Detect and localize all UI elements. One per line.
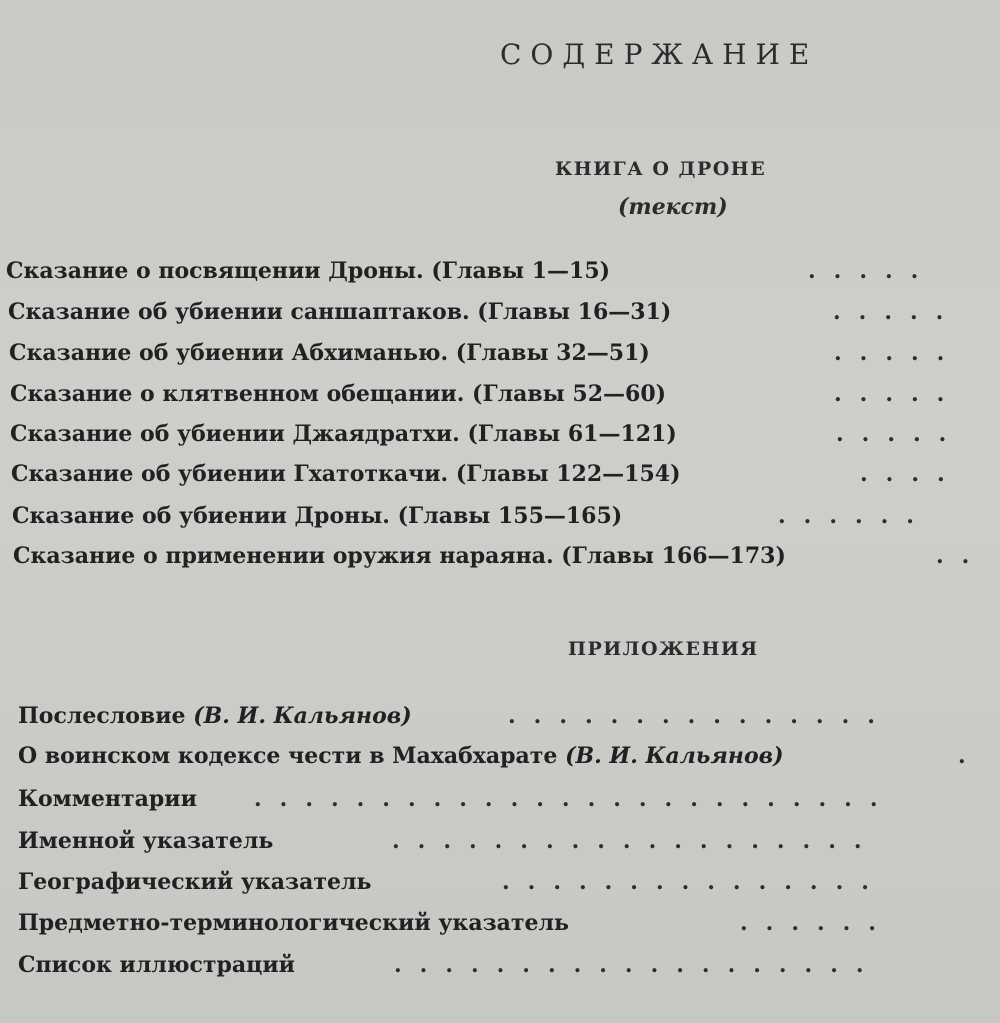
toc-entry-label: Сказание о применении оружия нараяна. (Главы 166—173)	[13, 543, 786, 569]
contents-heading: СОДЕРЖАНИЕ	[500, 38, 819, 71]
toc-entry-label: Комментарии	[18, 786, 197, 812]
toc-entry	[0, 869, 1000, 905]
dot-leader: ...................	[392, 828, 880, 854]
toc-entry	[0, 258, 1000, 294]
toc-entry	[0, 543, 1000, 579]
dot-leader: .	[958, 743, 984, 769]
toc-entry-label: Именной указатель	[18, 828, 274, 854]
dot-leader: ...................	[394, 952, 882, 978]
toc-entry-title: Послесловие	[18, 703, 186, 729]
toc-entry-label: Сказание об убиении Дроны. (Главы 155—165)	[12, 503, 623, 529]
toc-entry-label: Сказание о клятвенном обещании. (Главы 52—60)	[10, 381, 667, 407]
toc-entry	[0, 743, 1000, 779]
toc-entry-label	[18, 743, 784, 769]
toc-entry-label	[18, 703, 412, 729]
toc-entry	[0, 421, 1000, 457]
toc-entry	[0, 786, 1000, 822]
toc-entry	[0, 952, 1000, 988]
dot-leader: .....	[808, 258, 937, 284]
toc-entry-label: Географический указатель	[18, 869, 372, 895]
appendix-section-title: ПРИЛОЖЕНИЯ	[568, 638, 759, 660]
toc-entry-label: Сказание об убиении саншаптаков. (Главы 16—31)	[8, 299, 672, 325]
toc-entry-label: Сказание об убиении Гхатоткачи. (Главы 122—154)	[11, 461, 681, 487]
dot-leader: .....	[834, 340, 963, 366]
toc-entry-label: Сказание об убиении Джаядратхи. (Главы 61—121)	[10, 421, 677, 447]
toc-entry	[0, 703, 1000, 739]
dot-leader: ..	[936, 543, 988, 569]
toc-entry-author: (В. И. Кальянов)	[565, 743, 784, 769]
dot-leader: .........................	[254, 786, 896, 812]
dot-leader: ....	[860, 461, 963, 487]
toc-entry	[0, 340, 1000, 376]
dot-leader: .....	[836, 421, 965, 447]
toc-entry	[0, 828, 1000, 864]
dot-leader: ...............	[508, 703, 893, 729]
book-section-title: КНИГА О ДРОНЕ	[555, 158, 767, 180]
toc-entry	[0, 461, 1000, 497]
toc-entry-label: Сказание об убиении Абхиманью. (Главы 32—51)	[9, 340, 650, 366]
toc-entry-label: Сказание о посвящении Дроны. (Главы 1—15)	[6, 258, 611, 284]
book-section-subtitle: (текст)	[618, 194, 728, 220]
toc-entry-author: (В. И. Кальянов)	[193, 703, 412, 729]
toc-entry	[0, 910, 1000, 946]
toc-entry-label: Список иллюстраций	[18, 952, 295, 978]
dot-leader: ......	[778, 503, 932, 529]
toc-entry-title: О воинском кодексе чести в Махабхарате	[18, 743, 558, 769]
toc-entry-label: Предметно-терминологический указатель	[18, 910, 569, 936]
toc-entry	[0, 299, 1000, 335]
toc-entry	[0, 503, 1000, 539]
dot-leader: .....	[834, 381, 963, 407]
toc-entry	[0, 381, 1000, 417]
dot-leader: ...............	[502, 869, 887, 895]
dot-leader: ......	[740, 910, 894, 936]
dot-leader: .....	[833, 299, 962, 325]
